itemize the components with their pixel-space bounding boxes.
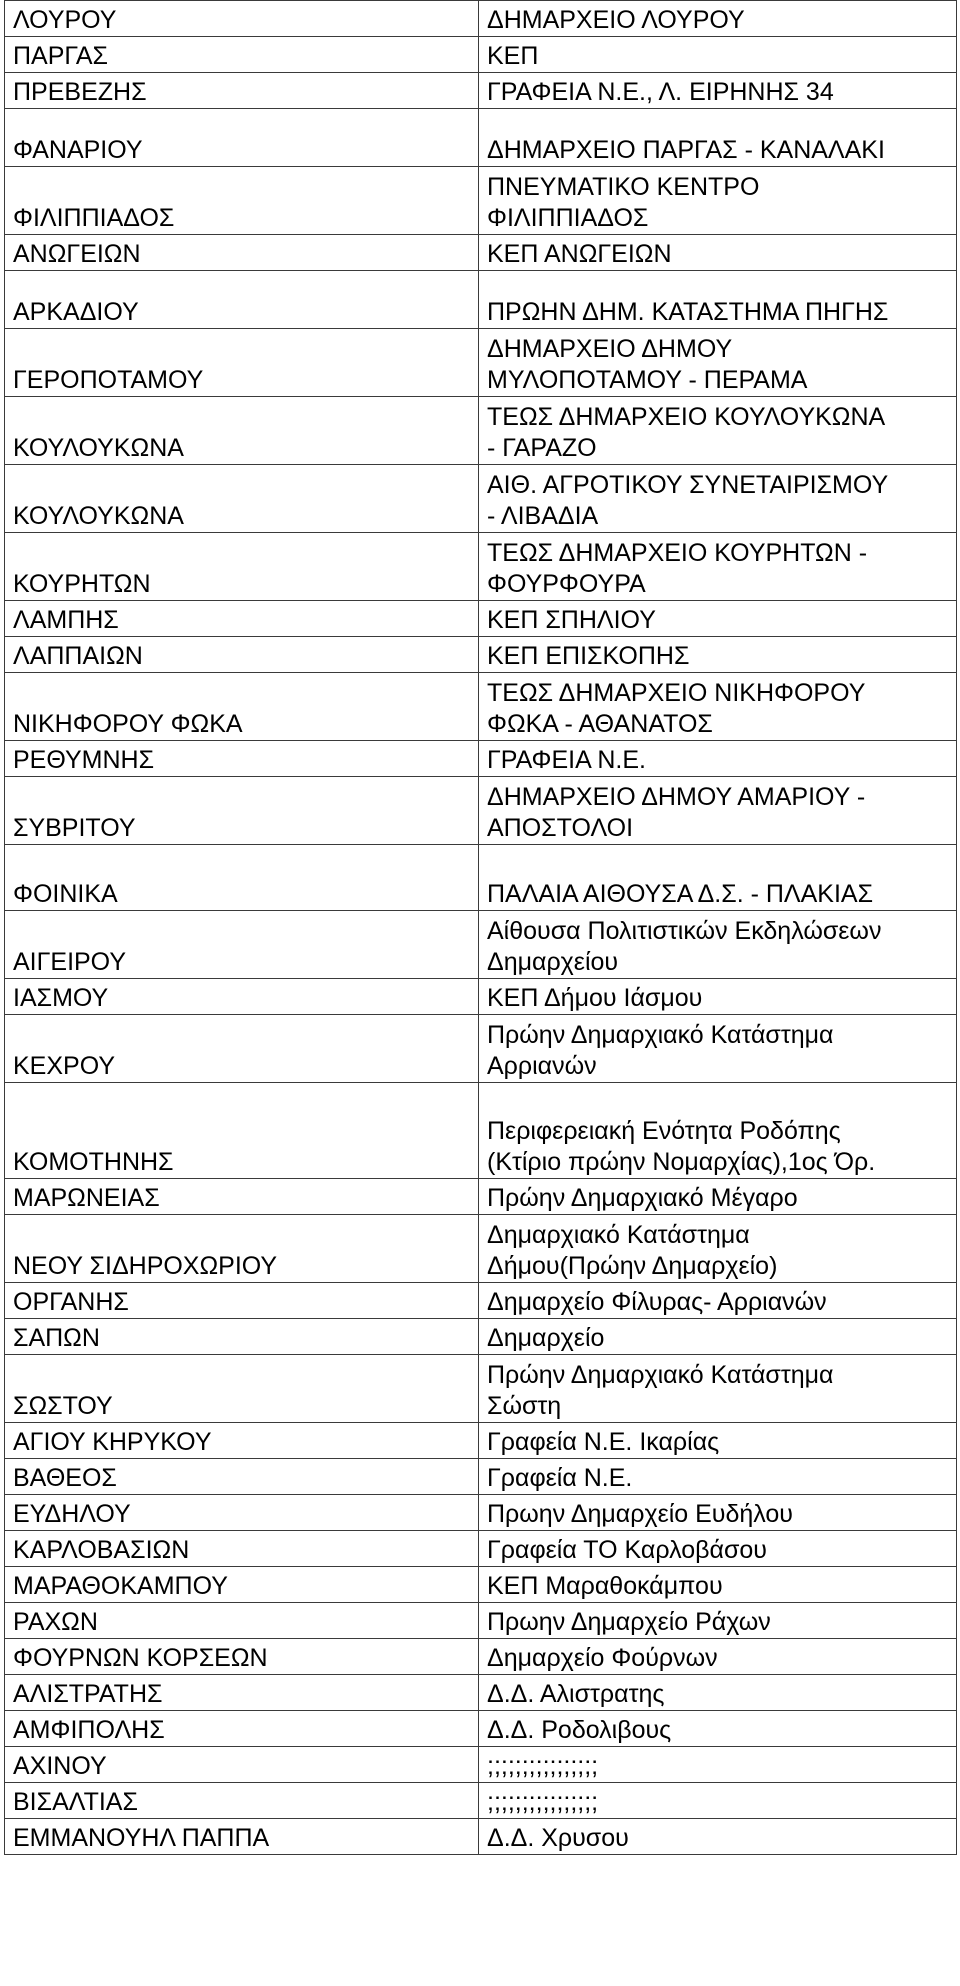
municipality-cell: ΕΜΜΑΝΟΥΗΛ ΠΑΠΠΑ (5, 1819, 479, 1855)
table-row (5, 1283, 957, 1319)
location-cell: ΔΗΜΑΡΧΕΙΟ ΔΗΜΟΥ ΑΜΑΡΙΟΥ - ΑΠΟΣΤΟΛΟΙ (479, 777, 957, 845)
table-row (5, 37, 957, 73)
table-row (5, 1495, 957, 1531)
table-row (5, 109, 957, 167)
location-cell: ΚΕΠ (479, 37, 957, 73)
table-row (5, 329, 957, 397)
location-cell: ΚΕΠ Δήμου Ιάσμου (479, 979, 957, 1015)
municipality-cell: ΚΑΡΛΟΒΑΣΙΩΝ (5, 1531, 479, 1567)
table-row (5, 397, 957, 465)
table-row (5, 1783, 957, 1819)
location-cell: Δ.Δ. Χρυσου (479, 1819, 957, 1855)
location-cell: ΚΕΠ ΕΠΙΣΚΟΠΗΣ (479, 637, 957, 673)
municipality-cell: ΚΟΥΛΟΥΚΩΝΑ (5, 465, 479, 533)
municipality-cell: ΒΙΣΑΛΤΙΑΣ (5, 1783, 479, 1819)
municipality-cell: ΑΝΩΓΕΙΩΝ (5, 235, 479, 271)
municipality-cell: ΑΧΙΝΟΥ (5, 1747, 479, 1783)
location-cell: Πρώην Δημαρχιακό Κατάστημα Αρριανών (479, 1015, 957, 1083)
municipality-cell: ΕΥΔΗΛΟΥ (5, 1495, 479, 1531)
municipality-cell: ΑΙΓΕΙΡΟΥ (5, 911, 479, 979)
municipality-cell: ΛΑΜΠΗΣ (5, 601, 479, 637)
municipality-cell: ΟΡΓΑΝΗΣ (5, 1283, 479, 1319)
municipality-cell: ΝΙΚΗΦΟΡΟΥ ΦΩΚΑ (5, 673, 479, 741)
municipality-cell: ΠΡΕΒΕΖΗΣ (5, 73, 479, 109)
location-cell: ΠΝΕΥΜΑΤΙΚΟ ΚΕΝΤΡΟ ΦΙΛΙΠΠΙΑΔΟΣ (479, 167, 957, 235)
municipality-cell: ΚΟΥΡΗΤΩΝ (5, 533, 479, 601)
location-cell: ΠΡΩΗΝ ΔΗΜ. ΚΑΤΑΣΤΗΜΑ ΠΗΓΗΣ (479, 271, 957, 329)
table-row (5, 911, 957, 979)
table-row (5, 1215, 957, 1283)
table-row (5, 465, 957, 533)
table-row (5, 1179, 957, 1215)
municipality-cell: ΑΛΙΣΤΡΑΤΗΣ (5, 1675, 479, 1711)
table-row (5, 637, 957, 673)
municipality-cell: ΦΙΛΙΠΠΙΑΔΟΣ (5, 167, 479, 235)
table-row (5, 271, 957, 329)
location-cell: Πρώην Δημαρχιακό Μέγαρο (479, 1179, 957, 1215)
location-cell: Γραφεία ΤΟ Καρλοβάσου (479, 1531, 957, 1567)
table-row (5, 235, 957, 271)
municipality-cell: ΦΟΙΝΙΚΑ (5, 845, 479, 911)
municipality-cell: ΓΕΡΟΠΟΤΑΜΟΥ (5, 329, 479, 397)
location-cell: Δημαρχείο (479, 1319, 957, 1355)
municipality-cell: ΠΑΡΓΑΣ (5, 37, 479, 73)
municipality-cell: ΛΟΥΡΟΥ (5, 1, 479, 37)
location-cell: ΓΡΑΦΕΙΑ Ν.Ε. (479, 741, 957, 777)
municipality-cell: ΣΩΣΤΟΥ (5, 1355, 479, 1423)
table-row (5, 533, 957, 601)
location-cell: Δημαρχιακό Κατάστημα Δήμου(Πρώην Δημαρχείο) (479, 1215, 957, 1283)
table-row (5, 1423, 957, 1459)
location-cell: ΚΕΠ Μαραθοκάμπου (479, 1567, 957, 1603)
table-row (5, 1675, 957, 1711)
location-cell: Αίθουσα Πολιτιστικών Εκδηλώσεων Δημαρχείου (479, 911, 957, 979)
location-cell: ΚΕΠ ΑΝΩΓΕΙΩΝ (479, 235, 957, 271)
location-cell: Περιφερειακή Ενότητα Ροδόπης (Κτίριο πρώην Νομαρχίας),1ος Όρ. (479, 1083, 957, 1179)
polling-locations-table (4, 0, 957, 1855)
municipality-cell: ΦΑΝΑΡΙΟΥ (5, 109, 479, 167)
location-cell: Πρώην Δημαρχιακό Κατάστημα Σώστη (479, 1355, 957, 1423)
table-row (5, 1319, 957, 1355)
table-row (5, 845, 957, 911)
location-cell: ΑΙΘ. ΑΓΡΟΤΙΚΟΥ ΣΥΝΕΤΑΙΡΙΣΜΟΥ - ΛΙΒΑΔΙΑ (479, 465, 957, 533)
table-row (5, 1355, 957, 1423)
location-cell: Δ.Δ. Ροδολιβους (479, 1711, 957, 1747)
municipality-cell: ΒΑΘΕΟΣ (5, 1459, 479, 1495)
table-row (5, 1083, 957, 1179)
table-row (5, 1711, 957, 1747)
table-row (5, 1531, 957, 1567)
municipality-cell: ΛΑΠΠΑΙΩΝ (5, 637, 479, 673)
location-cell: Γραφεία Ν.Ε. Ικαρίας (479, 1423, 957, 1459)
municipality-cell: ΚΟΜΟΤΗΝΗΣ (5, 1083, 479, 1179)
municipality-cell: ΑΡΚΑΔΙΟΥ (5, 271, 479, 329)
location-cell: ΠΑΛΑΙΑ ΑΙΘΟΥΣΑ Δ.Σ. - ΠΛΑΚΙΑΣ (479, 845, 957, 911)
location-cell: ΓΡΑΦΕΙΑ Ν.Ε., Λ. ΕΙΡΗΝΗΣ 34 (479, 73, 957, 109)
table-row (5, 601, 957, 637)
table-row (5, 673, 957, 741)
municipality-cell: ΑΓΙΟΥ ΚΗΡΥΚΟΥ (5, 1423, 479, 1459)
table-row (5, 1459, 957, 1495)
municipality-cell: ΝΕΟΥ ΣΙΔΗΡΟΧΩΡΙΟΥ (5, 1215, 479, 1283)
location-cell: ΔΗΜΑΡΧΕΙΟ ΛΟΥΡΟΥ (479, 1, 957, 37)
municipality-cell: ΚΕΧΡΟΥ (5, 1015, 479, 1083)
table-row (5, 1639, 957, 1675)
location-cell: Γραφεία Ν.Ε. (479, 1459, 957, 1495)
table-row (5, 741, 957, 777)
municipality-cell: ΦΟΥΡΝΩΝ ΚΟΡΣΕΩΝ (5, 1639, 479, 1675)
municipality-cell: ΣΥΒΡΙΤΟΥ (5, 777, 479, 845)
location-cell: Πρωην Δημαρχείο Ράχων (479, 1603, 957, 1639)
location-cell: ΤΕΩΣ ΔΗΜΑΡΧΕΙΟ ΝΙΚΗΦΟΡΟΥ ΦΩΚΑ - ΑΘΑΝΑΤΟΣ (479, 673, 957, 741)
municipality-cell: ΑΜΦΙΠΟΛΗΣ (5, 1711, 479, 1747)
location-cell: ΤΕΩΣ ΔΗΜΑΡΧΕΙΟ ΚΟΥΛΟΥΚΩΝΑ - ΓΑΡΑΖΟ (479, 397, 957, 465)
municipality-cell: ΜΑΡΩΝΕΙΑΣ (5, 1179, 479, 1215)
table-row (5, 1747, 957, 1783)
document-page (4, 0, 956, 1855)
location-cell: Δημαρχείο Φίλυρας- Αρριανών (479, 1283, 957, 1319)
table-row (5, 777, 957, 845)
table-row (5, 167, 957, 235)
table-row (5, 1603, 957, 1639)
location-cell: Δ.Δ. Αλιστρατης (479, 1675, 957, 1711)
table-body (5, 1, 957, 1855)
location-cell: ΔΗΜΑΡΧΕΙΟ ΠΑΡΓΑΣ - ΚΑΝΑΛΑΚΙ (479, 109, 957, 167)
table-row (5, 1819, 957, 1855)
location-cell: ΤΕΩΣ ΔΗΜΑΡΧΕΙΟ ΚΟΥΡΗΤΩΝ - ΦΟΥΡΦΟΥΡΑ (479, 533, 957, 601)
location-cell: ΚΕΠ ΣΠΗΛΙΟΥ (479, 601, 957, 637)
location-cell: Δημαρχείο Φούρνων (479, 1639, 957, 1675)
table-row (5, 1, 957, 37)
location-cell: ΔΗΜΑΡΧΕΙΟ ΔΗΜΟΥ ΜΥΛΟΠΟΤΑΜΟΥ - ΠΕΡΑΜΑ (479, 329, 957, 397)
table-row (5, 979, 957, 1015)
municipality-cell: ΣΑΠΩΝ (5, 1319, 479, 1355)
table-row (5, 73, 957, 109)
municipality-cell: ΙΑΣΜΟΥ (5, 979, 479, 1015)
municipality-cell: ΚΟΥΛΟΥΚΩΝΑ (5, 397, 479, 465)
location-cell: ;;;;;;;;;;;;;;;; (479, 1783, 957, 1819)
table-row (5, 1567, 957, 1603)
municipality-cell: ΡΕΘΥΜΝΗΣ (5, 741, 479, 777)
municipality-cell: ΡΑΧΩΝ (5, 1603, 479, 1639)
location-cell: Πρωην Δημαρχείο Ευδήλου (479, 1495, 957, 1531)
municipality-cell: ΜΑΡΑΘΟΚΑΜΠΟΥ (5, 1567, 479, 1603)
table-row (5, 1015, 957, 1083)
location-cell: ;;;;;;;;;;;;;;;; (479, 1747, 957, 1783)
